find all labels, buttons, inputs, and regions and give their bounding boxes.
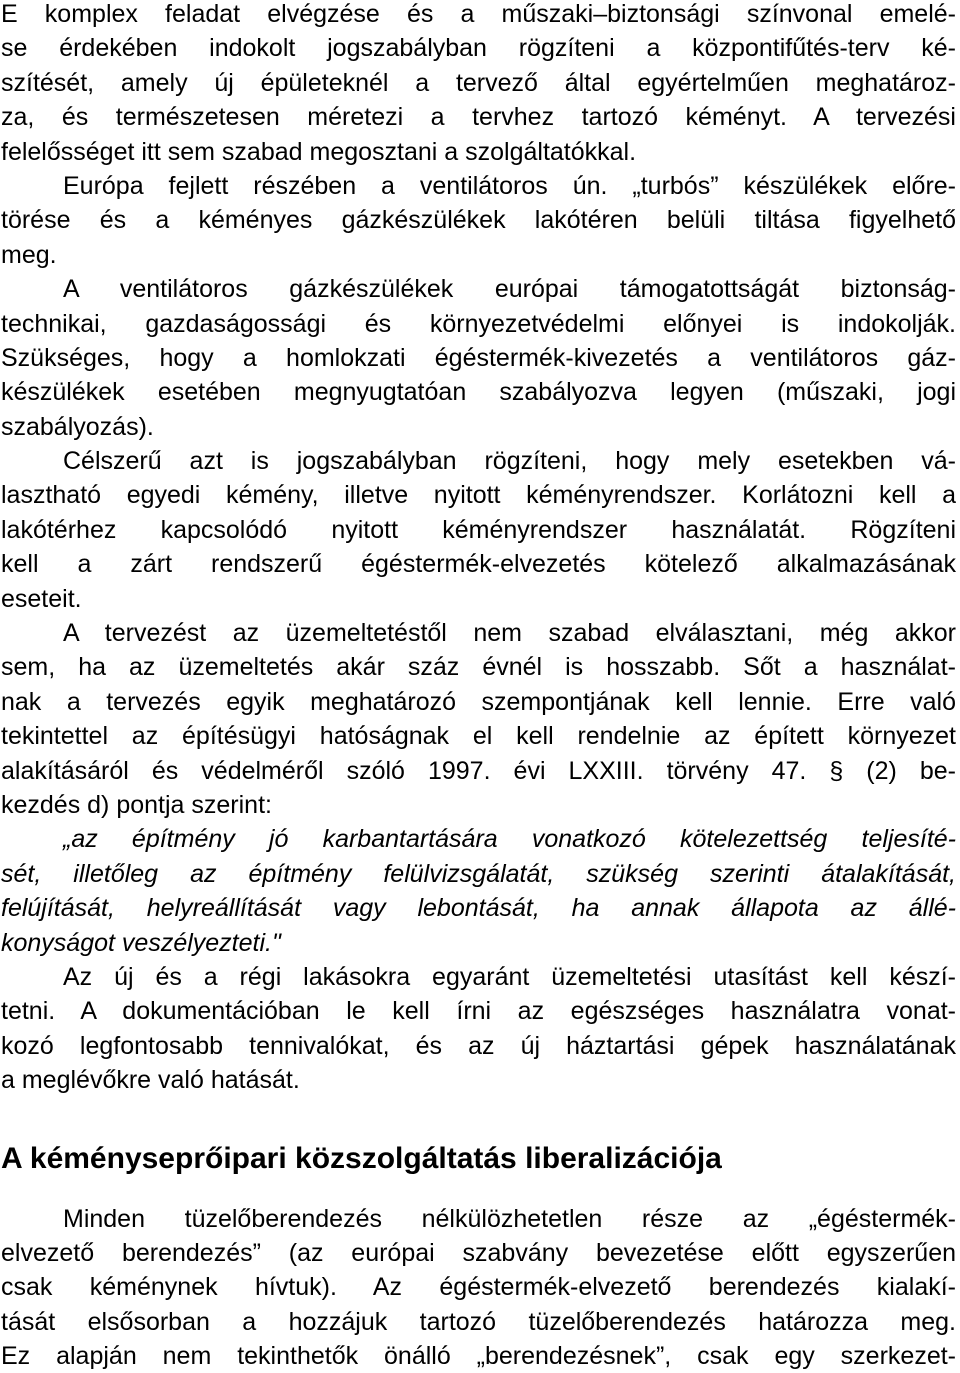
text-line: eseteit.: [1, 582, 956, 616]
section-2: [1, 1202, 956, 1373]
section-1: [1, 0, 956, 1098]
quote-line: felújítását, helyreállítását vagy lebontását, ha annak állapota az állé-: [1, 891, 956, 925]
text-line: technikai, gazdaságossági és környezetvédelmi előnyei is indokolják.: [1, 307, 956, 341]
text-line: kell a zárt rendszerű égéstermék-elvezetés kötelező alkalmazásának: [1, 547, 956, 581]
text-line: Ez alapján nem tekinthetők önálló „berendezésnek”, csak egy szerkezet-: [1, 1339, 956, 1373]
text-line: alakításáról és védelméről szóló 1997. évi LXXIII. törvény 47. § (2) be-: [1, 754, 956, 788]
text-line: Szükséges, hogy a homlokzati égéstermék-kivezetés a ventilátoros gáz-: [1, 341, 956, 375]
text-line: lasztható egyedi kémény, illetve nyitott kéményrendszer. Korlátozni kell a: [1, 478, 956, 512]
text-line: kezdés d) pontja szerint:: [1, 788, 956, 822]
text-line: felelősséget itt sem szabad megosztani a szolgáltatókkal.: [1, 135, 956, 169]
text-line: nak a tervezés egyik meghatározó szempontjának kell lennie. Erre való: [1, 685, 956, 719]
text-line: törése és a kéményes gázkészülékek lakótéren belüli tiltása figyelhető: [1, 203, 956, 237]
text-line: sem, ha az üzemeltetés akár száz évnél is hosszabb. Sőt a használat-: [1, 650, 956, 684]
text-line: se érdekében indokolt jogszabályban rögzíteni a központifűtés-terv ké-: [1, 31, 956, 65]
text-line: za, és természetesen méretezi a tervhez tartozó kéményt. A tervezési: [1, 100, 956, 134]
text-line: Az új és a régi lakásokra egyaránt üzemeltetési utasítást kell készí-: [1, 960, 956, 994]
text-line: meg.: [1, 238, 956, 272]
text-line: csak kéménynek hívtuk). Az égéstermék-elvezető berendezés kialakí-: [1, 1270, 956, 1304]
text-line: szítését, amely új épületeknél a tervező által egyértelműen meghatároz-: [1, 66, 956, 100]
text-line: A tervezést az üzemeltetéstől nem szabad elválasztani, még akkor: [1, 616, 956, 650]
quote-line: sét, illetőleg az építmény felülvizsgálatát, szükség szerinti átalakítását,: [1, 857, 956, 891]
text-line: kozó legfontosabb tennivalókat, és az új háztartási gépek használatának: [1, 1029, 956, 1063]
text-line: Európa fejlett részében a ventilátoros ún. „turbós” készülékek előre-: [1, 169, 956, 203]
text-line: lakótérhez kapcsolódó nyitott kéményrendszer használatát. Rögzíteni: [1, 513, 956, 547]
text-line: tását elsősorban a hozzájuk tartozó tüzelőberendezés határozza meg.: [1, 1305, 956, 1339]
text-line: Minden tüzelőberendezés nélkülözhetetlen része az „égéstermék-: [1, 1202, 956, 1236]
text-line: tekintettel az építésügyi hatóságnak el kell rendelnie az épített környezet: [1, 719, 956, 753]
text-line: E komplex feladat elvégzése és a műszaki–biztonsági színvonal emelé-: [1, 0, 956, 31]
text-line: elvezető berendezés” (az európai szabvány bevezetése előtt egyszerűen: [1, 1236, 956, 1270]
text-line: Célszerű azt is jogszabályban rögzíteni, hogy mely esetekben vá-: [1, 444, 956, 478]
text-line: tetni. A dokumentációban le kell írni az egészséges használatra vonat-: [1, 994, 956, 1028]
text-line: szabályozás).: [1, 410, 956, 444]
section-heading: A kéményseprőipari közszolgáltatás liberalizációja: [1, 1140, 956, 1178]
quote-line: „az építmény jó karbantartására vonatkozó kötelezettség teljesíté-: [1, 822, 956, 856]
text-line: készülékek esetében megnyugtatóan szabályozva legyen (műszaki, jogi: [1, 375, 956, 409]
text-line: a meglévőkre való hatását.: [1, 1063, 956, 1097]
quote-line: konyságot veszélyezteti.": [1, 926, 956, 960]
text-line: A ventilátoros gázkészülékek európai támogatottságát biztonság-: [1, 272, 956, 306]
